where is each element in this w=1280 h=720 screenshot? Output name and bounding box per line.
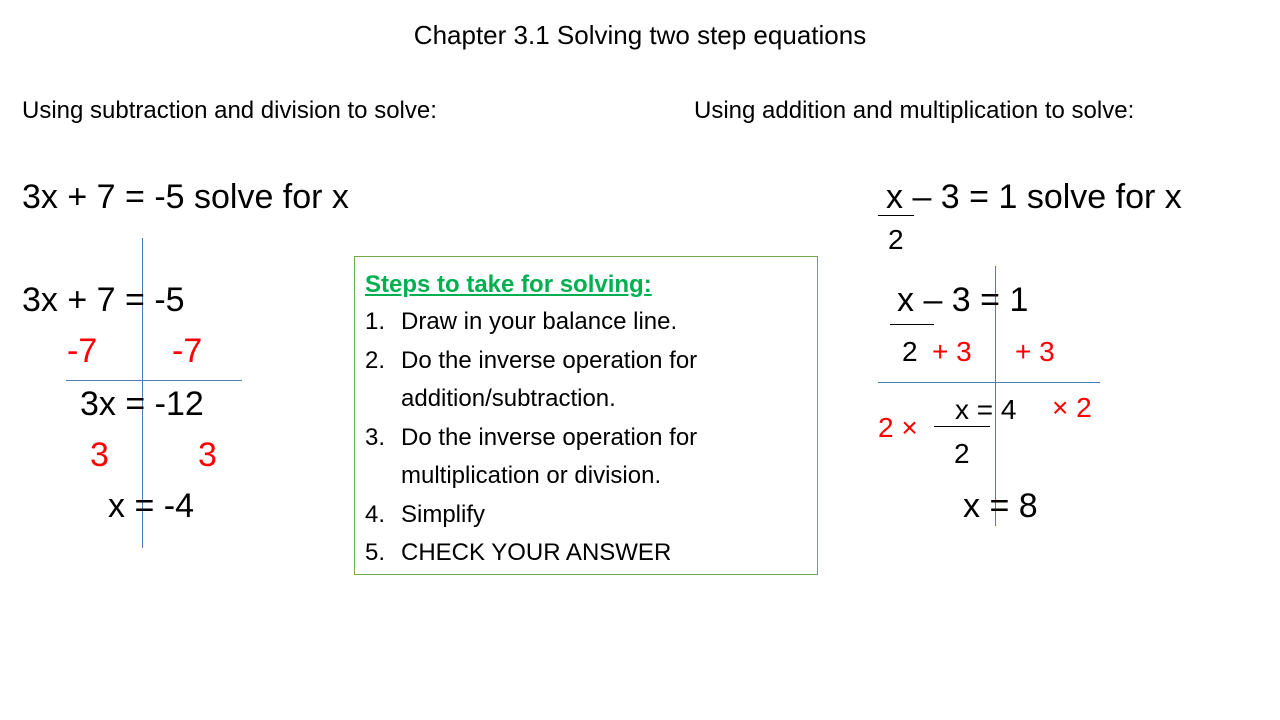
left-divide-left: 3 [90,436,109,474]
right-equation-2-denominator: 2 [954,438,970,469]
step-item: 4. Simplify [365,500,486,528]
right-add-right: + 3 [1015,336,1055,367]
step-item: 5. CHECK YOUR ANSWER [365,539,672,566]
left-equation-2: 3x = -12 [80,385,204,423]
step-item: 2. Do the inverse operation for addition/subtraction. [365,346,698,412]
right-equation-1-denominator: 2 [902,336,918,367]
steps-heading: Steps to take for solving: [365,271,652,298]
right-problem-denominator: 2 [888,224,904,255]
right-multiply-right: × 2 [1052,392,1092,423]
right-equation-2: x = 4 [955,394,1017,425]
steps-box [354,256,818,575]
page-title: Chapter 3.1 Solving two step equations [413,20,867,50]
right-problem: x – 3 = 1 solve for x [886,178,1182,216]
left-problem: 3x + 7 = -5 solve for x [22,178,349,216]
step-item: 1. Draw in your balance line. [365,308,678,335]
left-divide-right: 3 [198,436,217,474]
right-problem-fraction-bar [878,215,914,216]
right-answer: x = 8 [963,487,1038,525]
left-subtract-right: -7 [172,332,203,370]
right-add-left: + 3 [932,336,972,367]
left-answer: x = -4 [108,487,194,525]
right-balance-horizontal-line [878,382,1100,383]
right-equation-2-fraction-bar [934,426,990,427]
left-heading: Using subtraction and division to solve: [22,97,437,124]
right-equation-1-fraction-bar [890,324,934,325]
steps-list [365,303,807,573]
left-subtract-left: -7 [67,332,98,370]
step-item: 3. Do the inverse operation for multiplication or division. [365,423,698,489]
left-equation-1: 3x + 7 = -5 [22,281,185,319]
right-equation-1: x – 3 = 1 [897,281,1029,319]
right-multiply-left: 2 × [878,412,918,443]
left-balance-horizontal-line [66,380,242,381]
right-heading: Using addition and multiplication to solve: [694,97,1135,124]
